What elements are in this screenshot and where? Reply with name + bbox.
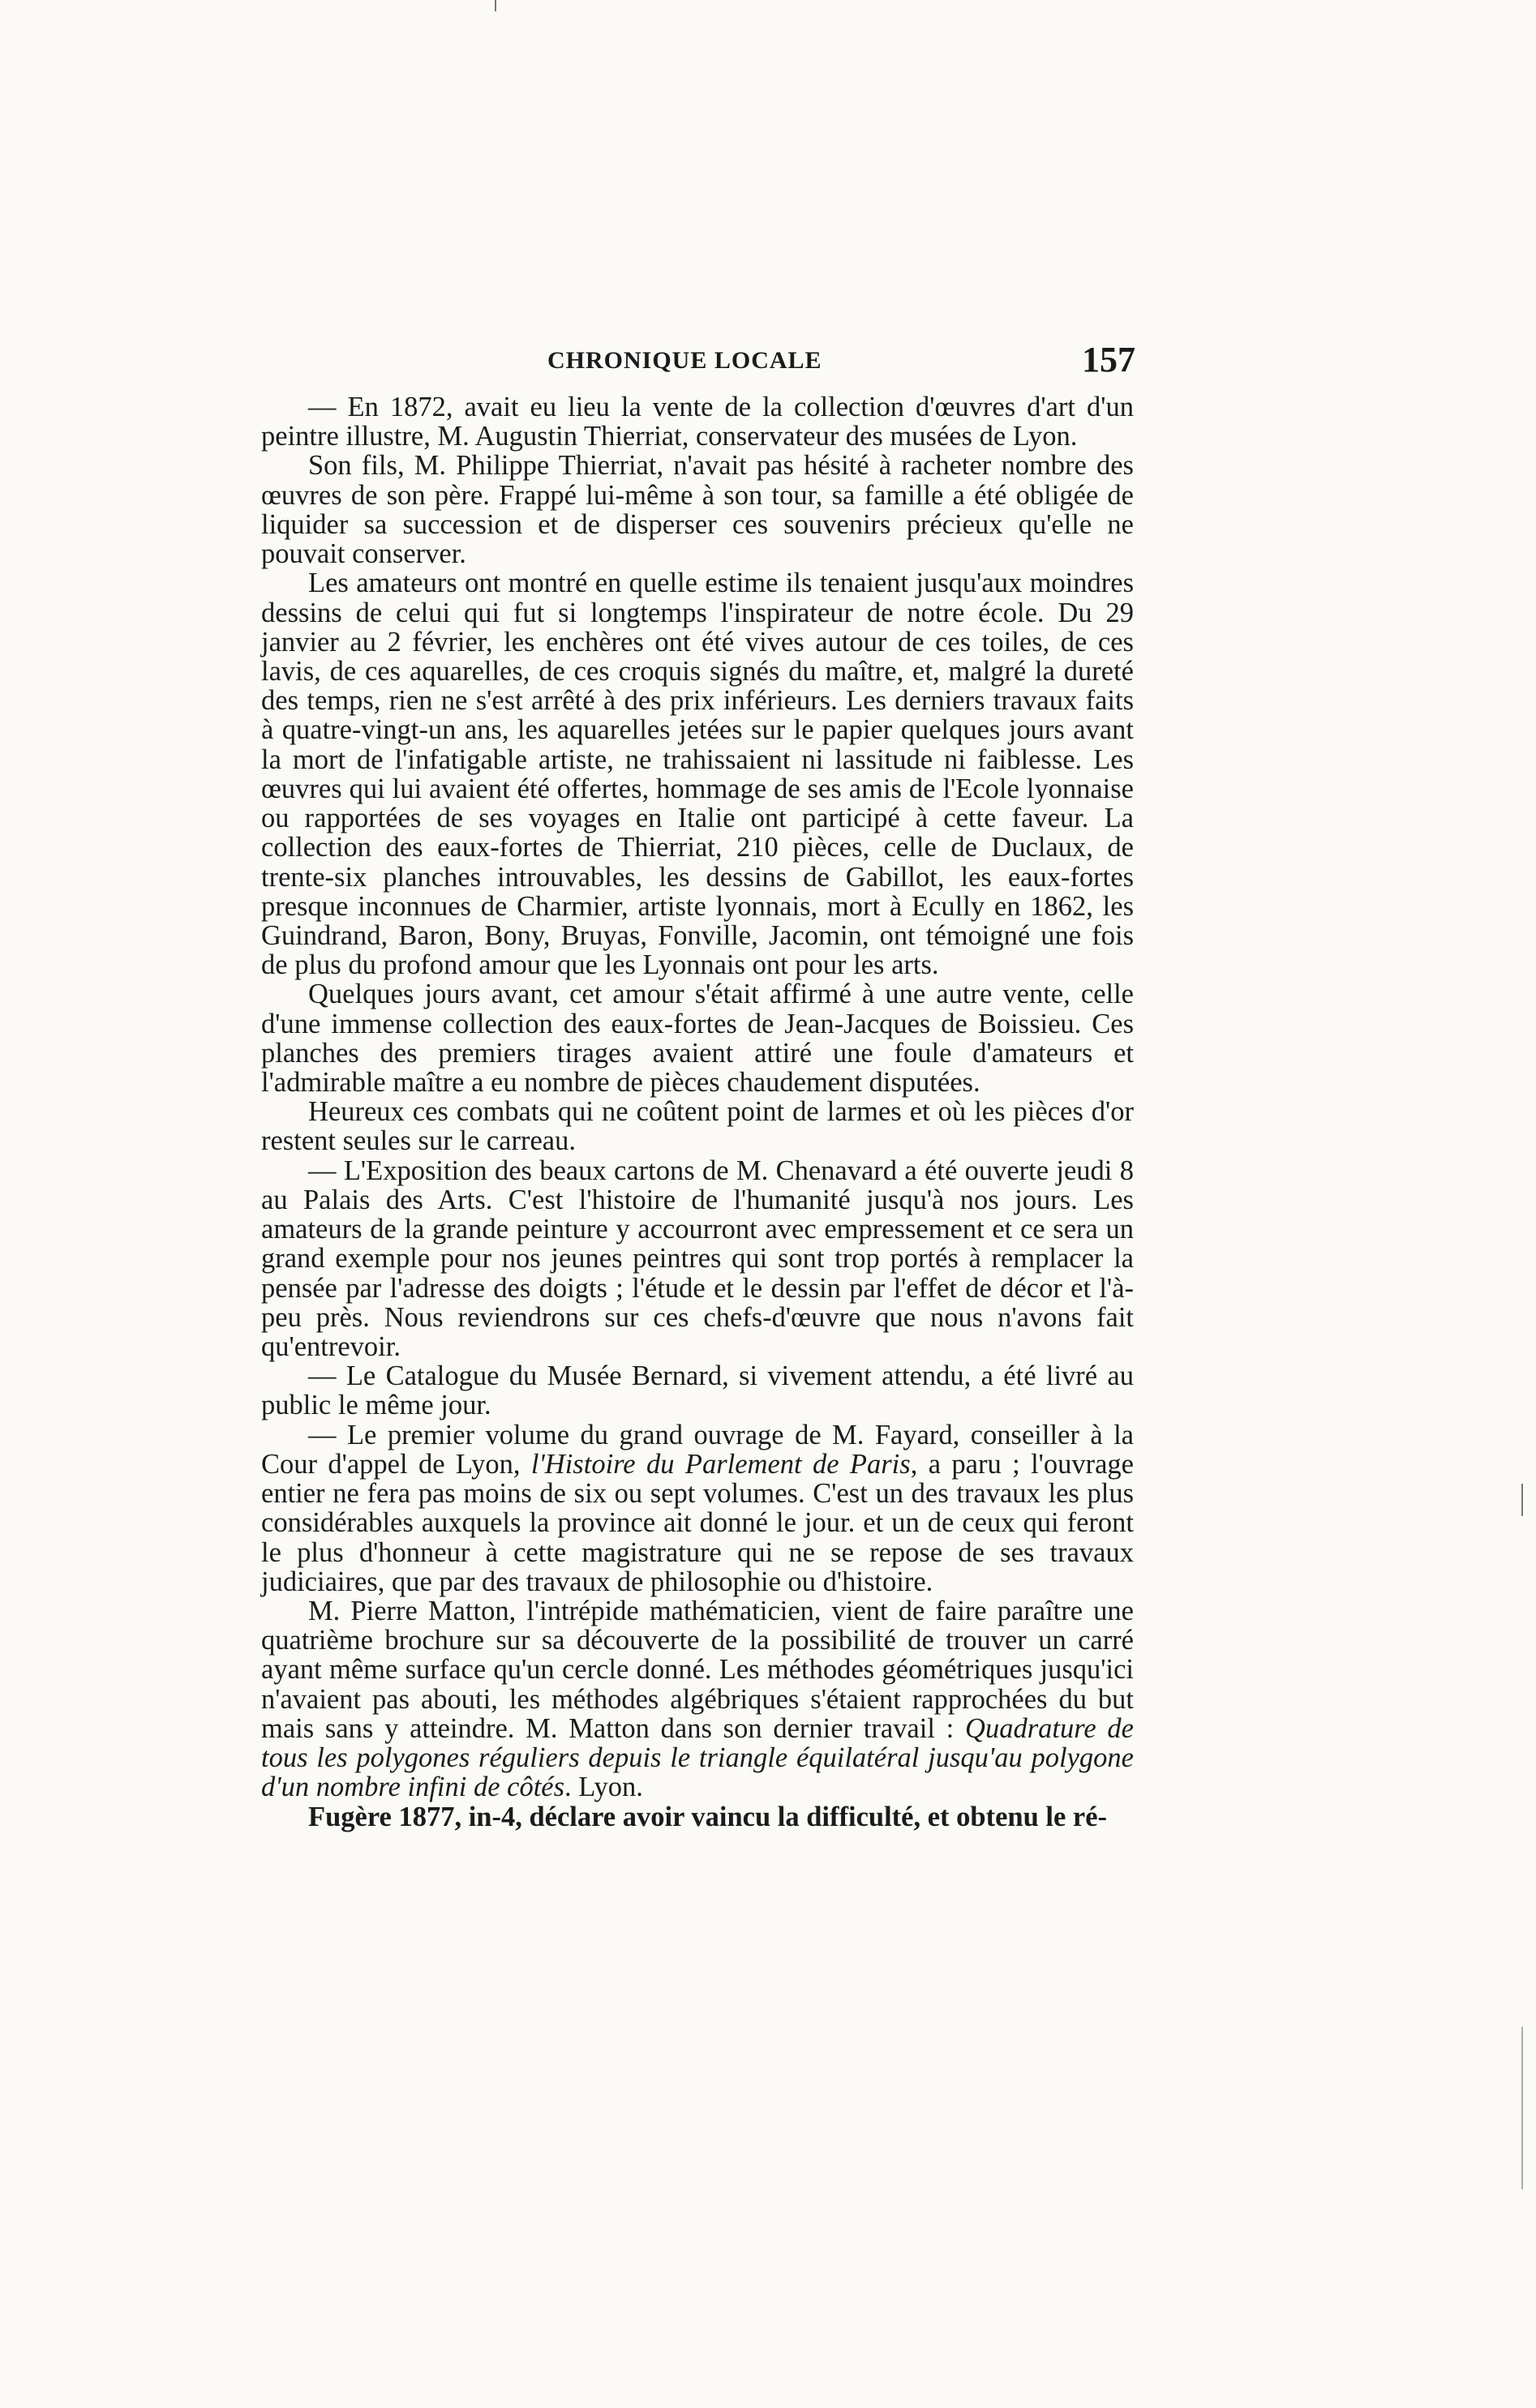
scan-mark	[495, 0, 496, 11]
text-run: M. Pierre Matton, l'intrépide mathématicien, vient de faire paraître une quatrième brochure sur sa découverte de la possibilité de trouver un carré ayant même surface qu'un cercle donné. Les méthodes géométriques jusqu'ici n'avaient pas abouti, les méthodes algébriques s'étaient rapprochées du but mais sans y atteindre. M. Matton dans son dernier travail :	[261, 1595, 1134, 1744]
page-header	[260, 339, 1135, 388]
paragraph: Heureux ces combats qui ne coûtent point de larmes et où les pièces d'or restent seules sur le carreau.	[261, 1096, 1134, 1157]
paragraph: — L'Exposition des beaux cartons de M. Chenavard a été ouverte jeudi 8 au Palais des Arts. C'est l'histoire de l'humanité jusqu'à nos jours. Les amateurs de la grande peinture y accourront avec empressement et ce sera un grand exemple pour nos jeunes peintres qui sont trop portés à remplacer la pensée par l'adresse des doigts ; l'étude et le dessin par l'effet de décor et l'à-peu près. Nous reviendrons sur ces chefs-d'œuvre que nous n'avons fait qu'entrevoir.	[261, 1155, 1134, 1362]
scan-mark	[1521, 1484, 1523, 1516]
paragraph	[261, 1420, 1134, 1596]
scan-mark	[1521, 2027, 1523, 2189]
body-text	[261, 392, 1134, 1832]
paragraph: Son fils, M. Philippe Thierriat, n'avait pas hésité à racheter nombre des œuvres de son père. Frappé lui-même à son tour, sa famille a été obligée de liquider sa succession et de disperser ces souvenirs précieux qu'elle ne pouvait conserver.	[261, 450, 1134, 570]
text-run: — Le premier volume du grand ouvrage de M. Fayard, conseiller à la Cour d'appel de Lyon,	[261, 1419, 1134, 1480]
book-title: l'Histoire du Parlement de Paris	[530, 1448, 911, 1480]
text-run: . Lyon.	[564, 1772, 643, 1803]
work-title: Quadrature de tous les polygones réguliers depuis le triangle équilatéral jusqu'au polygone d'un nombre infini de côtés	[261, 1712, 1134, 1803]
paragraph: Fugère 1877, in-4, déclare avoir vaincu la difficulté, et obtenu le ré-	[308, 1801, 1108, 1832]
page-number: 157	[1082, 340, 1135, 379]
text-run: , a paru ; l'ouvrage entier ne fera pas moins de six ou sept volumes. C'est un des travaux les plus considérables auxquels la province ait donné le jour. et un de ceux qui feront le plus d'honneur à cette magistrature qui ne se repose de ses travaux judiciaires, que par des travaux de philosophie ou d'histoire.	[261, 1448, 1134, 1597]
running-head: CHRONIQUE LOCALE	[547, 347, 822, 374]
paragraph: — Le Catalogue du Musée Bernard, si vivement attendu, a été livré au public le même jour.	[261, 1360, 1134, 1421]
paragraph: Les amateurs ont montré en quelle estime ils tenaient jusqu'aux moindres dessins de celui qui fut si longtemps l'inspirateur de notre école. Du 29 janvier au 2 février, les enchères ont été vives autour de ces toiles, de ces lavis, de ces aquarelles, de ces croquis signés du maître, et, malgré la dureté des temps, rien ne s'est arrêté à des prix inférieurs. Les derniers travaux faits à quatre-vingt-un ans, les aquarelles jetées sur le papier quelques jours avant la mort de l'infatigable artiste, ne trahissaient ni lassitude ni faiblesse. Les œuvres qui lui avaient été offertes, hommage de ses amis de l'Ecole lyonnaise ou rapportées de ses voyages en Italie ont participé à cette faveur. La collection des eaux-fortes de Thierriat, 210 pièces, celle de Duclaux, de trente-six planches introuvables, les dessins de Gabillot, les eaux-fortes presque inconnues de Charmier, artiste lyonnais, mort à Ecully en 1862, les Guindrand, Baron, Bony, Bruyas, Fonville, Jacomin, ont témoigné une fois de plus du profond amour que les Lyonnais ont pour les arts.	[261, 568, 1134, 981]
paragraph: — En 1872, avait eu lieu la vente de la collection d'œuvres d'art d'un peintre illustre, M. Augustin Thierriat, conservateur des musées de Lyon.	[261, 392, 1134, 452]
paragraph: Quelques jours avant, cet amour s'était affirmé à une autre vente, celle d'une immense collection des eaux-fortes de Jean-Jacques de Boissieu. Ces planches des premiers tirages avaient attiré une foule d'amateurs et l'admirable maître a eu nombre de pièces chaudement disputées.	[261, 979, 1134, 1099]
paragraph	[261, 1596, 1134, 1802]
